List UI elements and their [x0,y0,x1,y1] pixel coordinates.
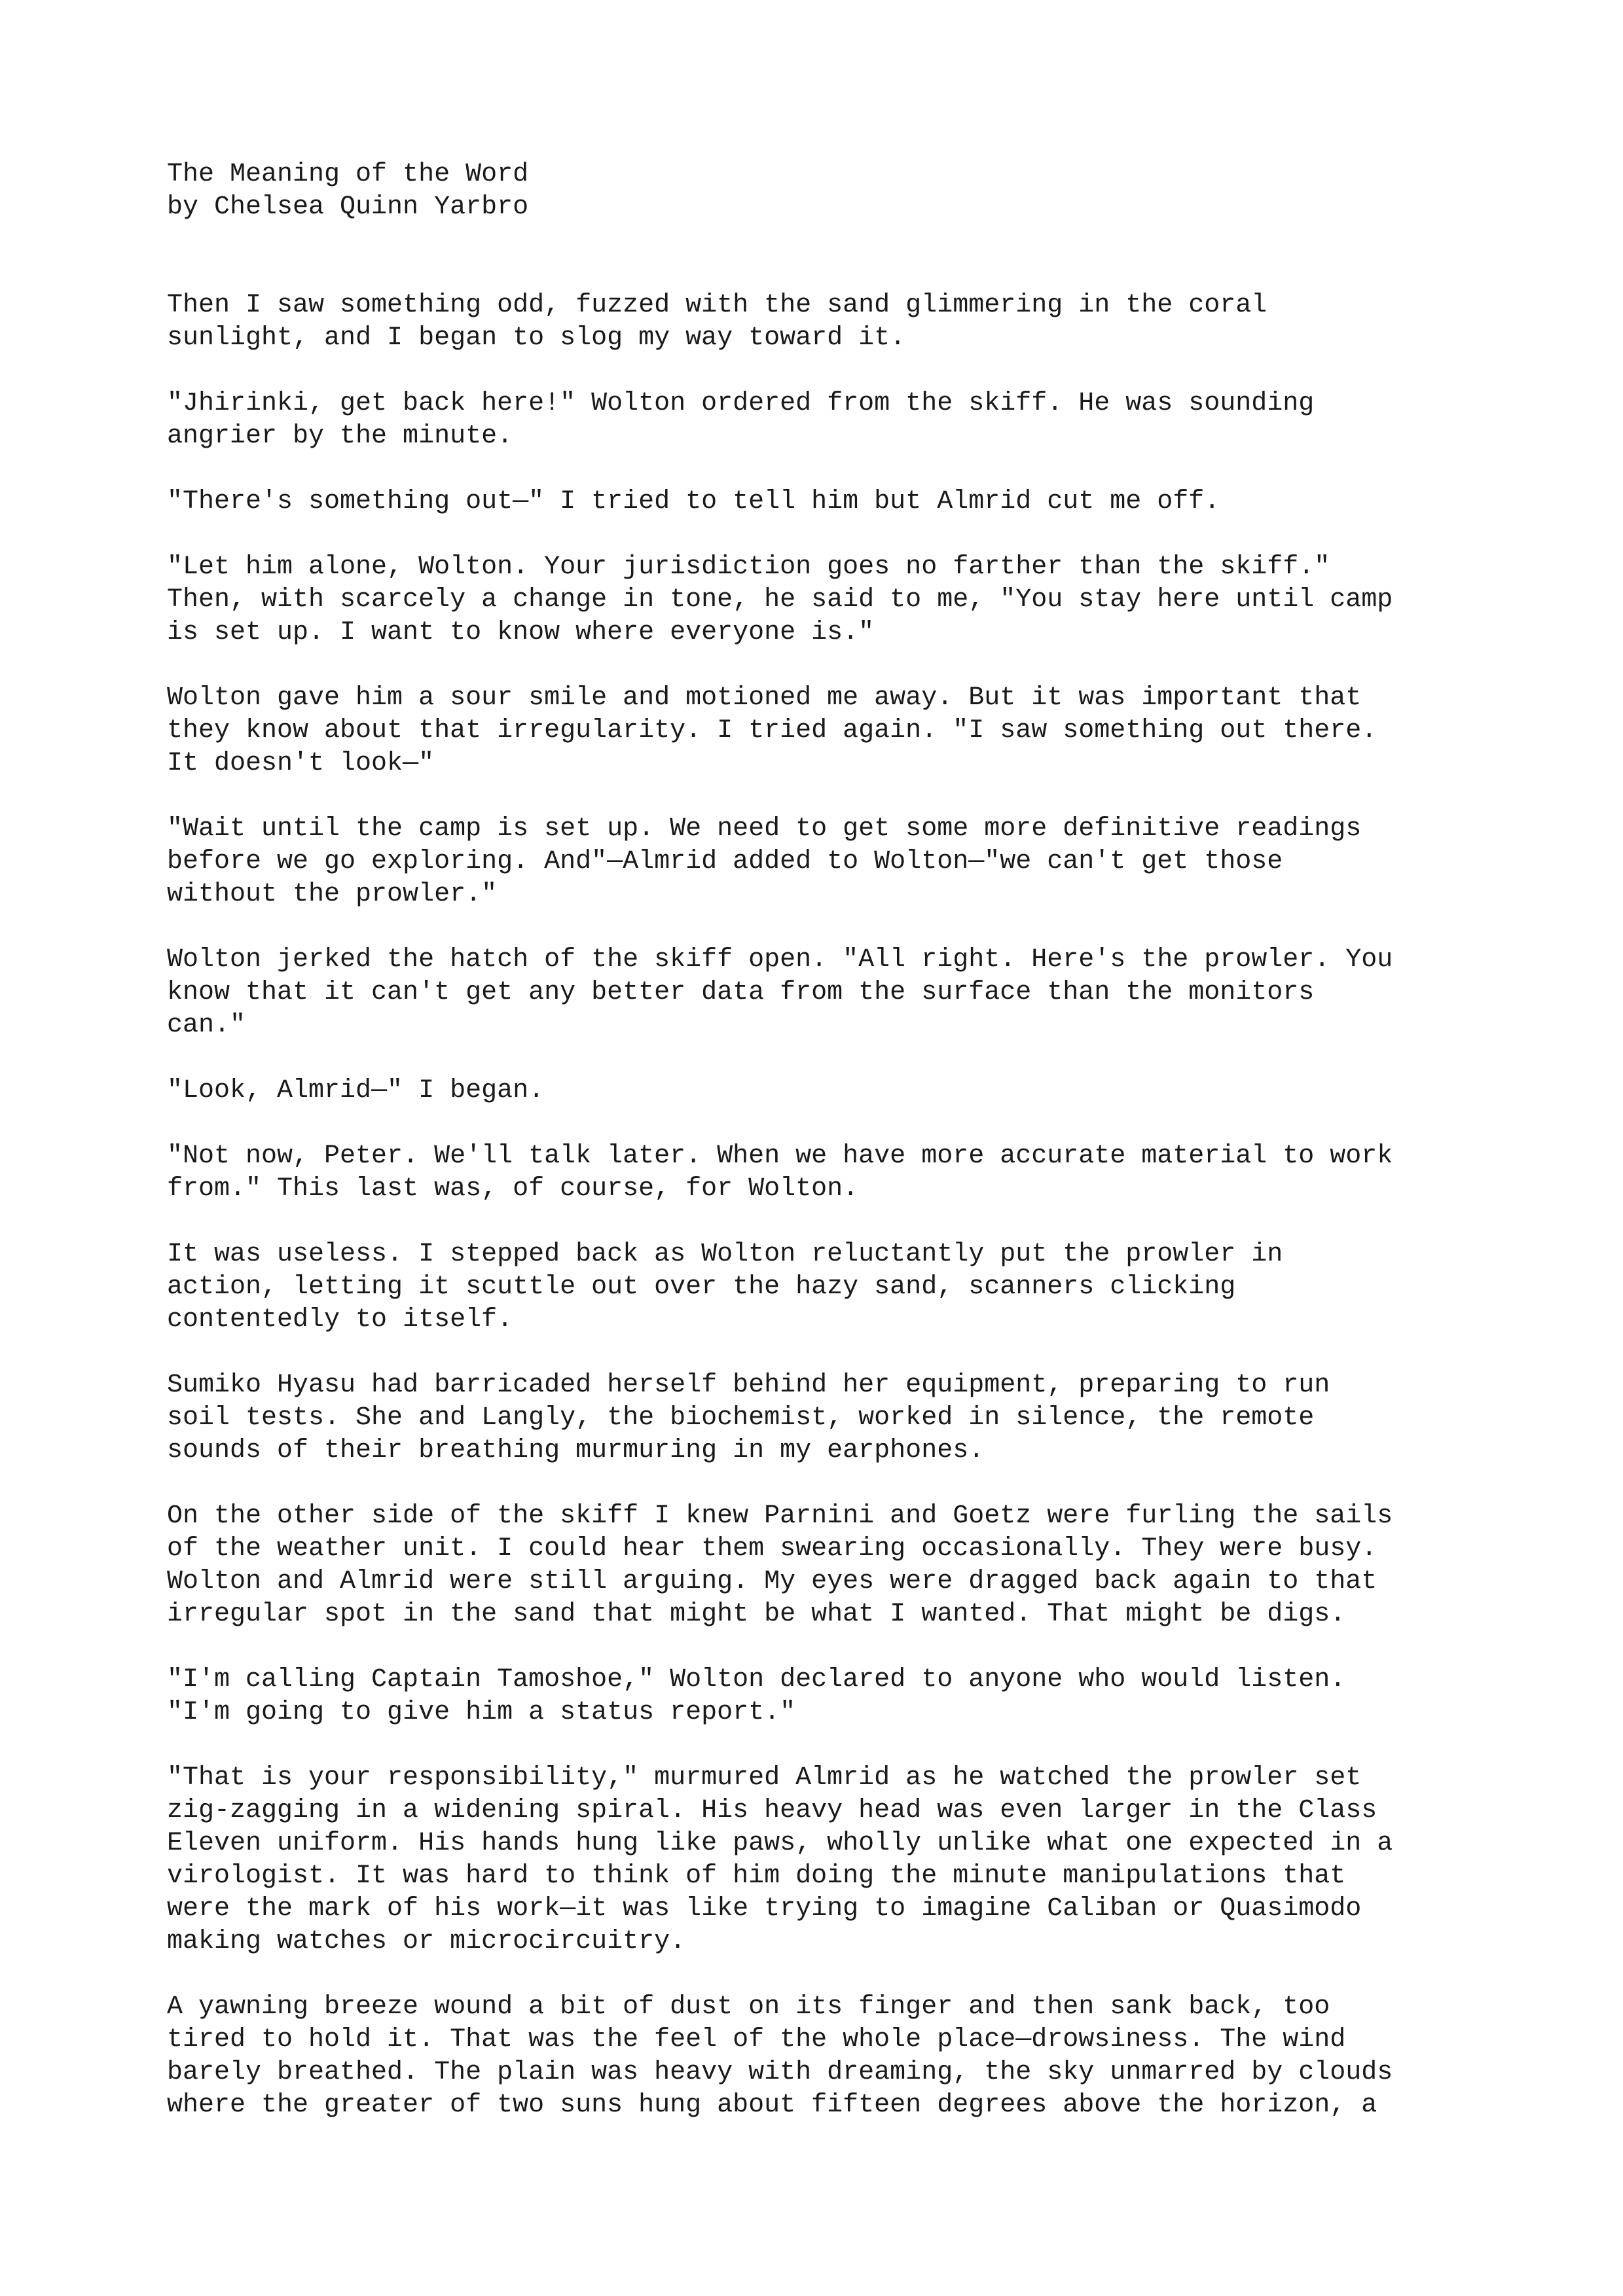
paragraph-line: Wolton gave him a sour smile and motioned me away. But it was important that [167,683,1362,713]
paragraph-line: from." This last was, of course, for Wolton. [167,1174,859,1204]
paragraph-line: of the weather unit. I could hear them swearing occasionally. They were busy. [167,1534,1377,1564]
paragraph-line: Then, with scarcely a change in tone, he said to me, "You stay here until camp [167,585,1393,615]
paragraph-line: they know about that irregularity. I tried again. "I saw something out there. [167,716,1377,745]
paragraph-line: irregular spot in the sand that might be what I wanted. That might be digs. [167,1600,1346,1629]
paragraph [167,1075,1476,1107]
paragraph-line: without the prowler." [167,880,498,909]
paragraph-line: angrier by the minute. [167,422,513,451]
paragraph-line: It was useless. I stepped back as Wolton reluctantly put the prowler in [167,1240,1283,1269]
paragraph-line: tired to hold it. That was the feel of the whole place—drowsiness. The wind [167,2025,1346,2054]
paragraph-line: virologist. It was hard to think of him doing the minute manipulations that [167,1861,1346,1891]
paragraph [167,1762,1476,1958]
paragraph-line: Sumiko Hyasu had barricaded herself behind her equipment, preparing to run [167,1371,1330,1400]
paragraph-line: barely breathed. The plain was heavy with dreaming, the sky unmarred by clouds [167,2058,1393,2087]
title-block [167,158,1476,224]
paragraph [167,813,1476,911]
document-byline: by Chelsea Quinn Yarbro [167,192,529,222]
paragraph-line: before we go exploring. And"—Almrid added to Wolton—"we can't get those [167,847,1283,876]
paragraph-line: "Jhirinki, get back here!" Wolton ordered from the skiff. He was sounding [167,389,1315,418]
paragraph-line: know that it can't get any better data from the surface than the monitors [167,978,1315,1007]
paragraph [167,551,1476,649]
paragraph [167,1238,1476,1336]
paragraph-line: On the other side of the skiff I knew Parnini and Goetz were furling the sails [167,1501,1393,1531]
paragraph [167,682,1476,780]
paragraph-line: A yawning breeze wound a bit of dust on its finger and then sank back, too [167,1992,1330,2022]
paragraph-line: sounds of their breathing murmuring in my earphones. [167,1436,985,1465]
paragraph-line: "Let him alone, Wolton. Your jurisdiction goes no farther than the skiff." [167,552,1330,582]
paragraph-line: were the mark of his work—it was like trying to imagine Caliban or Quasimodo [167,1894,1362,1924]
paragraph-line: "I'm going to give him a status report." [167,1698,796,1727]
paragraph-line: "Look, Almrid—" I began. [167,1076,545,1105]
paragraph [167,1369,1476,1467]
paragraph-line: making watches or microcircuitry. [167,1927,686,1956]
paragraph [167,944,1476,1042]
paragraph-line: zig-zagging in a widening spiral. His heavy head was even larger in the Class [167,1796,1377,1825]
paragraph-line: Eleven uniform. His hands hung like paws, wholly unlike what one expected in a [167,1829,1393,1858]
paragraph [167,486,1476,518]
paragraph [167,1500,1476,1631]
paragraph-line: "Not now, Peter. We'll talk later. When we have more accurate material to work [167,1141,1393,1171]
paragraph-line: Wolton jerked the hatch of the skiff open. "All right. Here's the prowler. You [167,945,1393,975]
paragraph-line: contentedly to itself. [167,1305,513,1335]
document-body [167,289,1476,2122]
paragraph-line: sunlight, and I began to slog my way toward it. [167,323,906,353]
paragraph [167,289,1476,355]
paragraph-line: "There's something out—" I tried to tell him but Almrid cut me off. [167,487,1220,516]
paragraph-line: Wolton and Almrid were still arguing. My eyes were dragged back again to that [167,1567,1377,1596]
paragraph-line: action, letting it scuttle out over the hazy sand, scanners clicking [167,1272,1236,1302]
paragraph [167,1991,1476,2122]
paragraph-line: It doesn't look—" [167,749,435,778]
paragraph-line: soil tests. She and Langly, the biochemist, worked in silence, the remote [167,1403,1315,1433]
paragraph-line: "Wait until the camp is set up. We need to get some more definitive readings [167,814,1362,844]
paragraph-line: Then I saw something odd, fuzzed with the sand glimmering in the coral [167,291,1267,320]
paragraph-line: where the greater of two suns hung about fifteen degrees above the horizon, a [167,2090,1377,2120]
paragraph-line: "That is your responsibility," murmured Almrid as he watched the prowler set [167,1763,1362,1793]
paragraph [167,387,1476,453]
document-page [167,158,1476,2155]
paragraph [167,1664,1476,1729]
paragraph-line: is set up. I want to know where everyone is." [167,618,875,647]
document-title: The Meaning of the Word [167,160,529,189]
paragraph [167,1140,1476,1206]
paragraph-line: can." [167,1011,246,1040]
paragraph-line: "I'm calling Captain Tamoshoe," Wolton declared to anyone who would listen. [167,1665,1346,1695]
